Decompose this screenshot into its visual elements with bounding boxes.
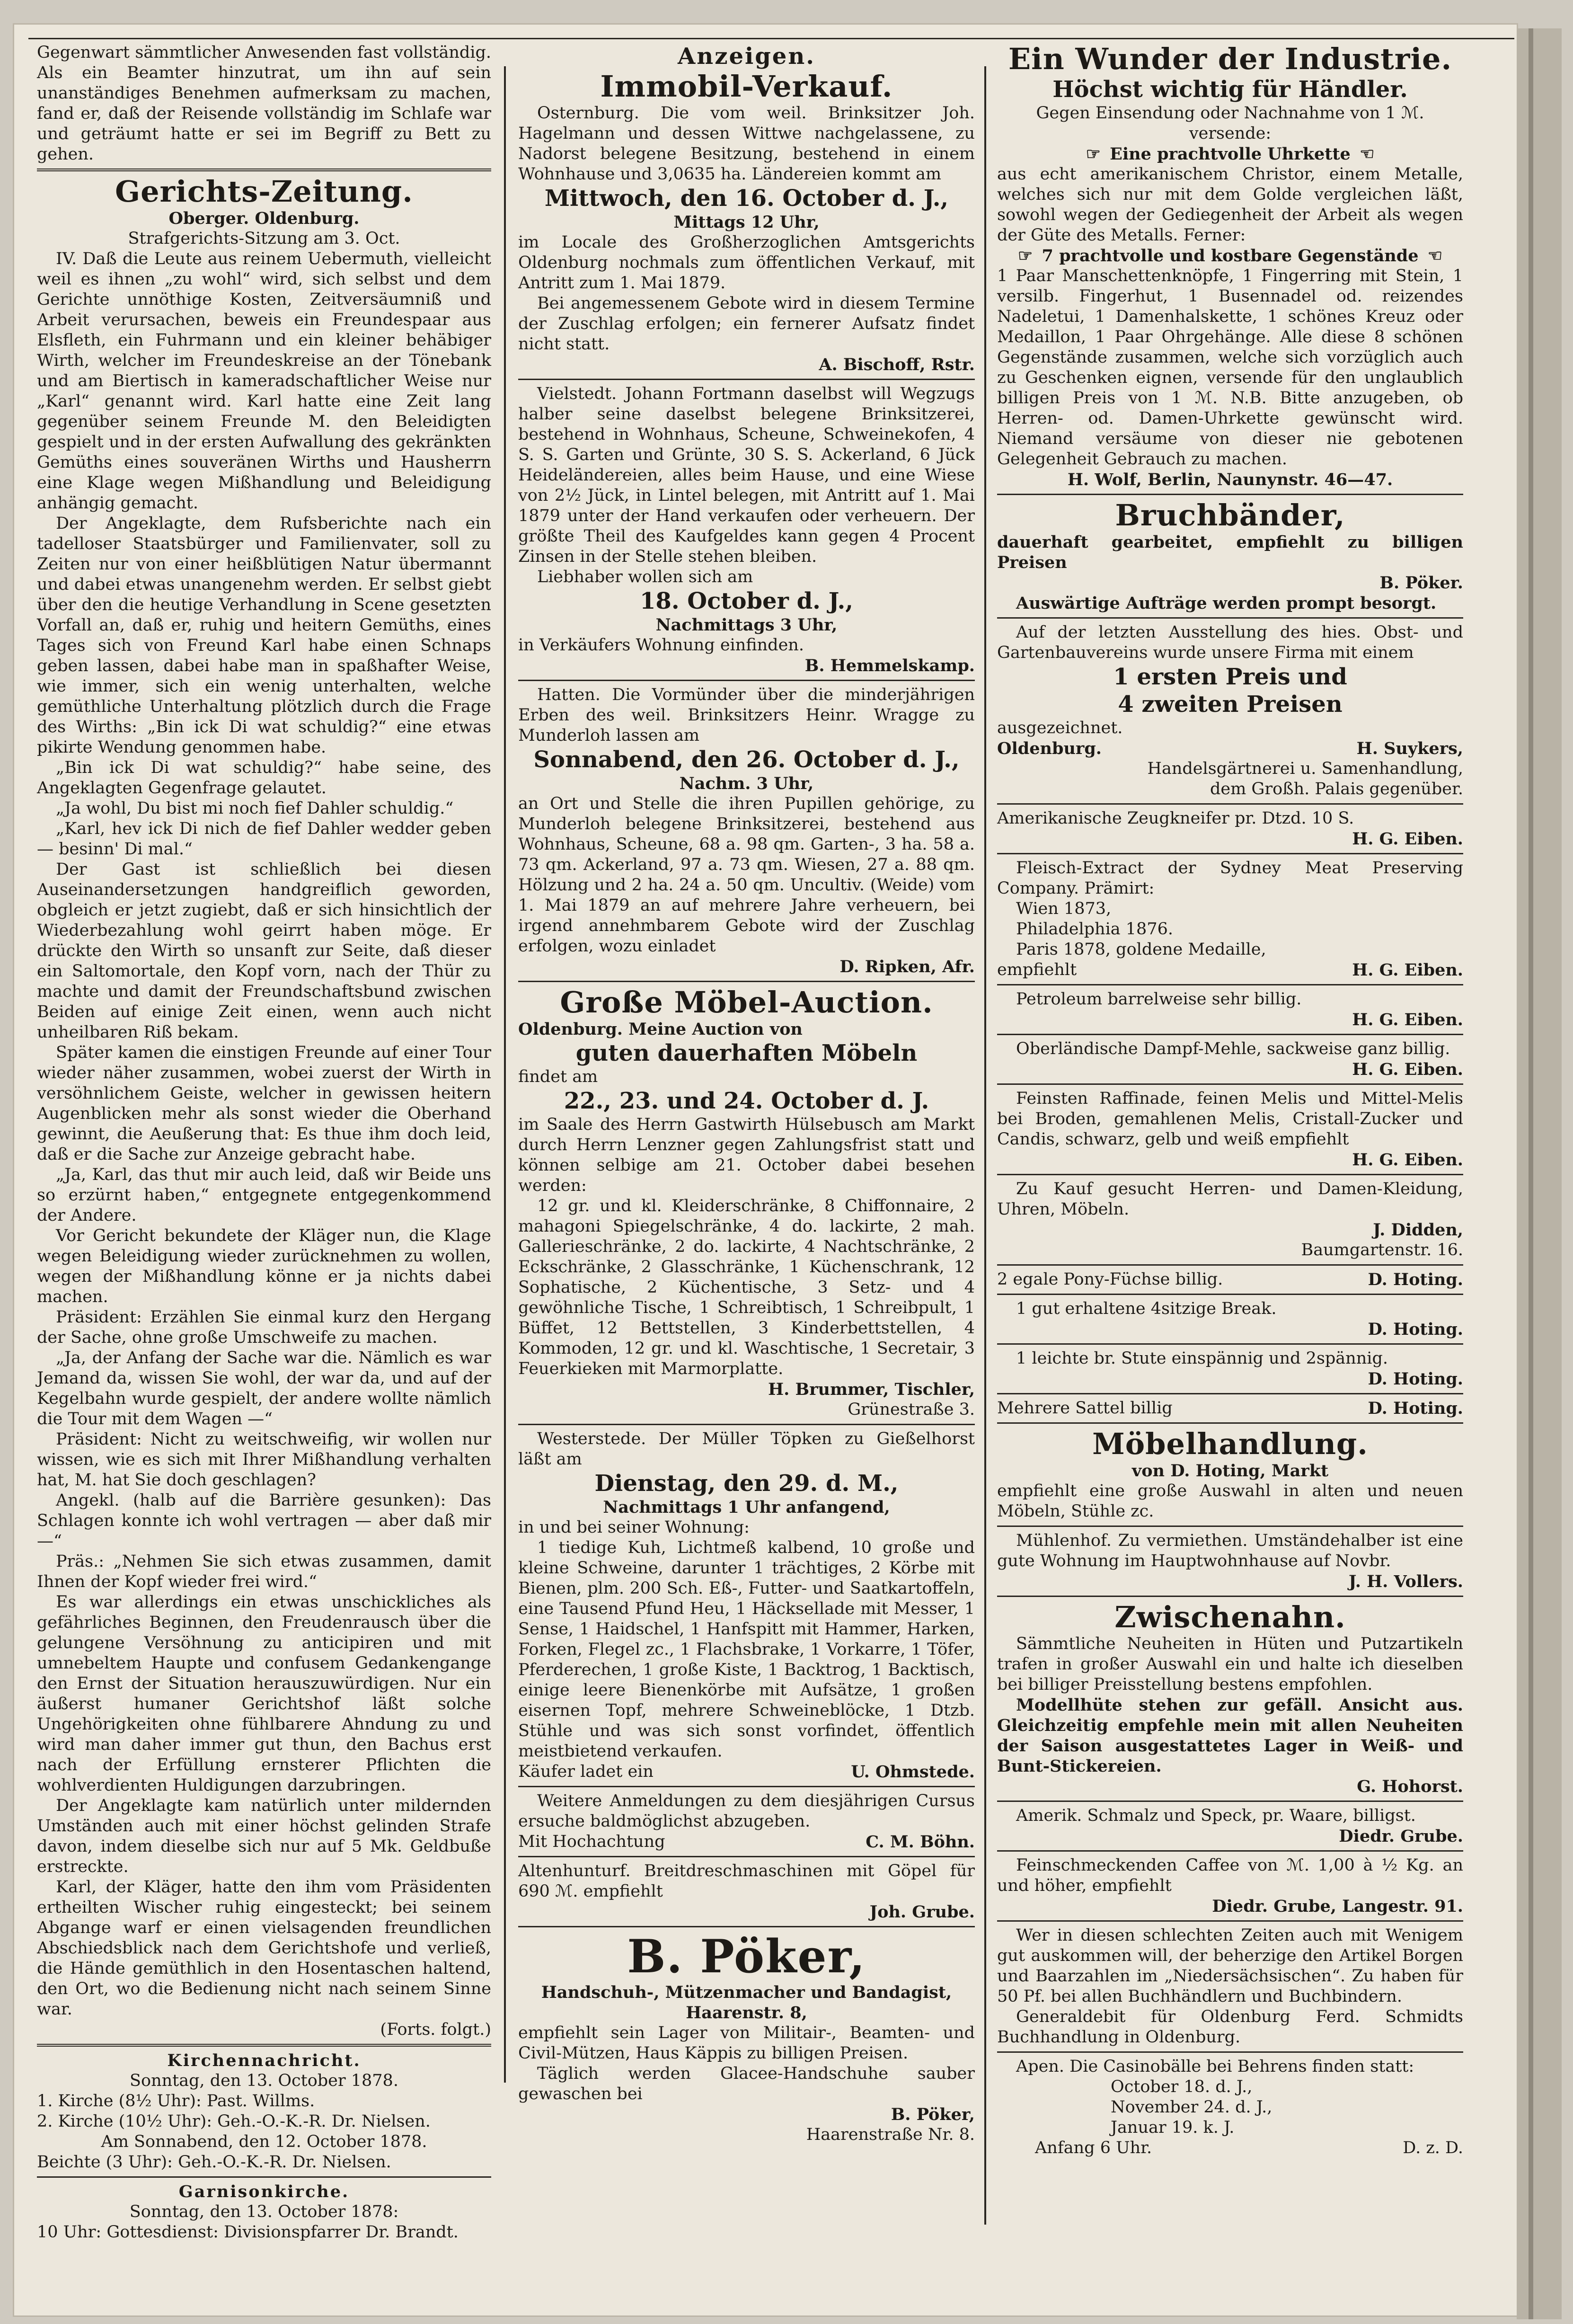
divider — [997, 1393, 1463, 1394]
ad-text: Auf der letzten Ausstellung des hies. Obst- und Gartenbauvereins wurde unsere Firma mit einem — [997, 623, 1463, 662]
divider — [997, 853, 1463, 854]
paragraph: Karl, der Kläger, hatte den ihm vom Präsidenten ertheilten Wischer ruhig eingesteckt; bei seinem Abgange warf er einen vielsagenden freundlichen Abschiedsblick nach dem Gerichtshofe und verließ, die Hände gemüthlich in den Hosentaschen haltend, den Ort, wo die Bedienung nicht nach seinem Sinne war. — [37, 1878, 491, 2019]
pointing-hand-icon: ☜ — [1360, 144, 1375, 164]
ad-text: empfiehlt sein Lager von Militair-, Beamten- und Civil-Mützen, Haus Käppis zu billigen Preisen. — [518, 2023, 975, 2063]
ad-signature: U. Ohmstede. — [851, 1762, 975, 1782]
paragraph: Später kamen die einstigen Freunde auf einer Tour wieder näher zusammen, wobei zuerst der Wirth in versöhnlichem Geiste, welcher in gewissen heitern Augenblicken mehr als sonst wieder die Oberhand gewinnt, die Aeußerung that: Es thue ihm doch leid, daß er die Sache zur Anzeige gebracht habe. — [37, 1043, 491, 1164]
ad-text: dauerhaft gearbeitet, empfiehlt zu billigen Preisen — [997, 532, 1463, 572]
ad-signature: B. Pöker, — [891, 2105, 975, 2124]
page-edge-shadow — [1529, 28, 1533, 2319]
ad-text: Feinschmeckenden Caffee von ℳ. 1,00 à ½ Kg. an und höher, empfiehlt — [997, 1856, 1463, 1895]
paragraph: „Ja, der Anfang der Sache war die. Nämlich es war Jemand da, wissen Sie wohl, der war da, und auf der Kegelbahn wurde gespielt, der andere wollte nämlich die Tour mit dem Wagen —“ — [37, 1348, 491, 1428]
ad-text: 2 egale Pony-Füchse billig. — [997, 1270, 1223, 1289]
ad-signature-address: Baumgartenstr. 16. — [1301, 1241, 1463, 1260]
wonder-title: Ein Wunder der Industrie. — [1008, 42, 1452, 76]
paragraph: Es war allerdings ein etwas unschickliches als gefährliches Beginnen, den Freudenrausch über die gelungene Versöhnung zu anticipiren und mit umnebeltem Haupte und confusem Gedankengange den Ernst der Situation herauszuwürdigen. Nur ein äußerst humaner Gerichtshof läßt solche Ungehörigkeiten ohne fühlbarere Ahndung zu und wird man daher immer gut thun, den Bachus erst nach der Erfüllung ernsterer Pflichten die wohlverdienten Huldigungen darzubringen. — [37, 1593, 491, 1795]
ad-text: Täglich werden Glacee-Handschuhe sauber gewaschen bei — [518, 2064, 975, 2103]
ad-text: 12 gr. und kl. Kleiderschränke, 8 Chiffonnaire, 2 mahagoni Spiegelschränke, 4 do. lackirte, 2 mah. Gallerieschränke, 2 do. lackirte, 4 Nachtschränke, 2 Eckschränke, 2 Glasschränke, 1 Küchenschrank, 12 Sophatische, 2 Küchentische, 3 Setz- und 4 gewöhnliche Tische, 1 Schreibtisch, 1 Schreibpult, 1 Büffet, 12 Bettstellen, 3 Kinderbettstellen, 4 Kommoden, 12 gr. und kl. Waschtische, 1 Secretair, 3 Feuerkieken mit Marmorplatte. — [518, 1197, 975, 1378]
divider — [997, 1294, 1463, 1295]
ad-text: Paris 1878, goldene Medaille, — [1016, 940, 1266, 959]
ad-text: Vielstedt. Johann Fortmann daselbst will Wegzugs halber seine daselbst belegene Brinksitzerei, bestehend in Wohnhaus, Scheune, Schweinekofen, 4 S. S. Garten und Grünte, 30 S. S. Ackerland, 6 Jück Heideländereien, alles beim Hause, und eine Wiese von 2½ Jück, in Lintel belegen, mit Antritt auf 1. Mai 1879 unter der Hand verkaufen oder verheuern. Der größte Theil des Kaufgeldes kann gegen 4 Procent Zinsen in der Stelle stehen bleiben. — [518, 384, 975, 566]
ad-text: Petroleum barrelweise sehr billig. — [1016, 990, 1302, 1009]
court-title: Gerichts-Zeitung. — [115, 174, 413, 209]
trusses-title: Bruchbänder, — [1115, 498, 1345, 532]
paragraph: Präs.: „Nehmen Sie sich etwas zusammen, damit Ihnen der Kopf wieder frei wird.“ — [37, 1552, 491, 1591]
column-1 — [37, 43, 491, 2243]
ad-text: Liebhaber wollen sich am — [537, 568, 753, 586]
ad-time: Nachmittags 1 Uhr anfangend, — [603, 1498, 890, 1517]
paragraph: „Ja wohl, Du bist mi noch fief Dahler schuldig.“ — [56, 799, 454, 818]
ad-signature: D. Ripken, Afr. — [840, 957, 975, 976]
ad-text: Mehrere Sattel billig — [997, 1399, 1173, 1418]
divider — [997, 1422, 1463, 1424]
ad-text: empfiehlt — [997, 960, 1077, 979]
ad-time: Nachmittags 3 Uhr, — [655, 615, 838, 635]
paragraph: Angekl. (halb auf die Barrière gesunken): Das Schlagen konnte ich wohl vertragen — aber daß mir —“ — [37, 1491, 491, 1551]
ad-text: Auswärtige Aufträge werden prompt besorgt. — [1016, 594, 1437, 613]
paragraph: Vor Gericht bekundete der Kläger nun, die Klage wegen Beleidigung wieder zurücknehmen zu wollen, wegen der Mißhandlung könne er ja nichts dabei machen. — [37, 1226, 491, 1306]
ad-footer — [997, 960, 1463, 980]
church-line: Am Sonnabend, den 12. October 1878. — [101, 2132, 427, 2151]
divider — [997, 2051, 1463, 2053]
ad-line — [997, 1269, 1463, 1290]
ad-text: 1 gut erhaltene 4sitzige Break. — [1016, 1299, 1277, 1318]
ad-text: Feinsten Raffinade, feinen Melis und Mittel-Melis bei Broden, gemahlenen Melis, Cristall-Zucker und Candis, schwarz, gelb und weiß empfiehlt — [997, 1089, 1463, 1149]
ad-signature: D. Hoting. — [1368, 1399, 1463, 1418]
divider — [997, 1083, 1463, 1085]
furniture-auction-title: Große Möbel-Auction. — [560, 985, 933, 1020]
church-line: 2. Kirche (10½ Uhr): Geh.-O.-K.-R. Dr. Nielsen. — [37, 2112, 431, 2131]
ad-date: Sonnabend, den 26. October d. J., — [533, 746, 960, 773]
ad-signature: C. M. Böhn. — [866, 1832, 975, 1852]
ad-text: in Verkäufers Wohnung einfinden. — [518, 636, 804, 655]
continued-note: (Forts. folgt.) — [380, 2020, 491, 2039]
pointing-hand-icon: ☜ — [1427, 246, 1443, 266]
ad-text: Wer in diesen schlechten Zeiten auch mit Wenigem gut auskommen will, der beherzige den Artikel Borgen und Baarzahlen im „Niedersächsischen“. Zu haben für 50 Pf. bei allen Buchhändlern und Buchbindern. — [997, 1926, 1463, 2006]
divider — [997, 1174, 1463, 1175]
ad-signature-address: Haarenstraße Nr. 8. — [806, 2125, 975, 2144]
ad-signature: A. Bischoff, Rstr. — [819, 355, 975, 374]
ad-text: empfiehlt eine große Auswahl in alten und neuen Möbeln, Stühle zc. — [997, 1481, 1463, 1521]
ad-date: 22., 23. und 24. October d. J. — [564, 1088, 929, 1114]
ad-text: Gegen Einsendung oder Nachnahme von 1 ℳ. versende: — [1036, 104, 1424, 143]
ad-subtitle: guten dauerhaften Möbeln — [575, 1040, 918, 1066]
paragraph: IV. Daß die Leute aus reinem Uebermuth, vielleicht weil es ihnen „zu wohl“ wird, sich selbst und dem Gerichte unnöthige Kosten, Zeitversäumniß und Arbeit verursachen, beweis ein Freundespaar aus Elsfleth, ein Fuhrmann und ein kleiner behäbiger Wirth, welcher im Freundeskreise an der Tönebank und am Biertisch in kameradschaftlicher Weise nur „Karl“ genannt wird. Karl hatte eine Zeit lang gegenüber seinem Freunde M. den Beleidigten gespielt und in der ersten Aufwallung des gekränkten Gemüths eines souveränen Wirths und Hausherrn eine Klage wegen Mißhandlung und Beleidigung anhängig gemacht. — [37, 249, 491, 513]
ad-text: Januar 19. k. J. — [1111, 2118, 1235, 2137]
garrison-title: Garnisonkirche. — [178, 2182, 350, 2201]
ad-signature: B. Hemmelskamp. — [804, 656, 975, 675]
intro-text: Gegenwart sämmtlicher Anwesenden fast vollständig. Als ein Beamter hinzutrat, um ihn auf sein unanständiges Benehmen aufmerksam zu machen, fand er, daß der Reisende vollständig im Schlafe war und geträumt hatte er sei im Begriff zu Bett zu gehen. — [37, 43, 491, 164]
ad-signature: H. Suykers, — [1356, 739, 1463, 758]
ad-text: Hatten. Die Vormünder über die minderjährigen Erben des weil. Brinksitzers Heinr. Wragge zu Munderloh lassen am — [518, 685, 975, 745]
ad-text: November 24. d. J., — [1111, 2098, 1273, 2117]
ad-signature: J. H. Vollers. — [1348, 1572, 1463, 1591]
divider — [997, 1920, 1463, 1922]
ad-text: Mit Hochachtung — [518, 1832, 665, 1851]
divider — [997, 1343, 1463, 1345]
ad-signature: H. G. Eiben. — [1352, 1010, 1463, 1029]
furniture-store-title: Möbelhandlung. — [1092, 1427, 1368, 1461]
ad-text: Wien 1873, — [1016, 899, 1112, 918]
paragraph: „Karl, hev ick Di nich de fief Dahler wedder geben — besinn' Di mal.“ — [37, 819, 491, 859]
zwischenahn-title: Zwischenahn. — [1114, 1600, 1346, 1634]
church-line: Beichte (3 Uhr): Geh.-O.-K.-R. Dr. Nielsen. — [37, 2153, 391, 2172]
divider — [997, 803, 1463, 805]
garrison-text: 10 Uhr: Gottesdienst: Divisionspfarrer Dr. Brandt. — [37, 2223, 459, 2242]
ad-text: Apen. Die Casinobälle bei Behrens finden statt: — [1016, 2057, 1414, 2076]
ad-text: im Saale des Herrn Gastwirth Hülsebusch am Markt durch Herrn Lenzner gegen Zahlungsfrist statt und können selbige am 21. October dabei besehen werden: — [518, 1115, 975, 1195]
ad-signature: Joh. Grube. — [869, 1902, 975, 1922]
ad-text: an Ort und Stelle die ihren Pupillen gehörige, zu Munderloh belegene Brinksitzerei, bestehend aus Wohnhaus, Scheune, 68 a. 98 qm. Garten-, 3 ha. 58 a. 73 qm. Ackerland, 97 a. 73 qm. Wiesen, 27 a. 88 qm. Hölzung und 2 ha. 24 a. 50 qm. Uncultiv. (Weide) vom 1. Mai 1879 an auf mehrere Jahre verheuern, bei irgend annehmbarem Gebote wird der Zuschlag erfolgen, wozu einladet — [518, 794, 975, 956]
ad-subtitle: von D. Hoting, Markt — [1131, 1461, 1329, 1481]
court-subtitle: Oberger. Oldenburg. — [168, 209, 360, 228]
ad-signature: D. Hoting. — [1368, 1369, 1463, 1389]
ad-text: Bei angemessenem Gebote wird in diesem Termine der Zuschlag erfolgen; ein fernerer Aufsatz findet nicht statt. — [518, 294, 975, 354]
ad-text: ausgezeichnet. — [997, 718, 1123, 737]
ad-footer — [518, 1762, 975, 1782]
paragraph: Der Gast ist schließlich bei diesen Auseinandersetzungen handgreiflich geworden, obgleich er jetzt zugiebt, daß er sich hinsichtlich der Wiederbezahlung wohl geirrt haben möge. Er drückte den Wirth so unsanft zur Seite, daß dieser ein Saltomortale, den Kopf vorn, nach der Thür zu machte und damit der Freundschaftsbund zwischen Beiden auf einige Zeit einen, wenn auch nicht unheilbaren Riß bekam. — [37, 860, 491, 1042]
ad-time: Mittags 12 Uhr, — [673, 213, 820, 232]
ad-highlight: 1 ersten Preis und — [1113, 664, 1347, 690]
ad-place: Oldenburg. — [997, 739, 1102, 758]
ad-text: Sämmtliche Neuheiten in Hüten und Putzartikeln trafen in großer Auswahl ein und halte ich dieselben bei billiger Preisstellung bestens empfohlen. — [997, 1634, 1463, 1694]
ad-text: Oldenburg. Meine Auction von — [518, 1020, 803, 1039]
divider — [997, 494, 1463, 495]
ad-signature: D. Hoting. — [1368, 1270, 1463, 1289]
church-title: Kirchennachricht. — [167, 2051, 361, 2070]
pointing-hand-icon: ☞ — [1017, 246, 1033, 266]
ad-text: 1 Paar Manschettenknöpfe, 1 Fingerring mit Stein, 1 versilb. Fingerhut, 1 Busennadel od. reizendes Nadeletui, 1 Damenhalskette, 1 schönes Kreuz oder Medaillon, 1 Paar Ohrgehänge. Alle diese 8 schönen Gegenstände zusammen, welche sich vorzüglich auch zu Geschenken eignen, versende für den unglaublich billigen Preis von 1 ℳ. N.B. Bitte anzugeben, ob Herren- od. Damen-Uhrkette gewünscht wird. Niemand versäume von dieser nie gebotenen Gelegenheit Gebrauch zu machen. — [997, 266, 1463, 469]
divider — [518, 1856, 975, 1857]
ad-subtitle: Handschuh-, Mützenmacher und Bandagist, Haarenstr. 8, — [541, 1983, 952, 2022]
ad-text: Zu Kauf gesucht Herren- und Damen-Kleidung, Uhren, Möbeln. — [997, 1180, 1463, 1219]
divider — [997, 984, 1463, 985]
ad-signature: G. Hohorst. — [1357, 1777, 1463, 1796]
ad-text: Weitere Anmeldungen zu dem diesjährigen Cursus ersuche baldmöglichst abzugeben. — [518, 1792, 975, 1831]
ad-signature: Diedr. Grube. — [1339, 1827, 1463, 1846]
ad-text: Generaldebit für Oldenburg Ferd. Schmidts Buchhandlung in Oldenburg. — [997, 2007, 1463, 2047]
ad-text: findet am — [518, 1067, 598, 1086]
ad-text: Amerikanische Zeugkneifer pr. Dtzd. 10 S. — [997, 809, 1354, 828]
paragraph: „Bin ick Di wat schuldig?“ habe seine, des Angeklagten Gegenfrage gelautet. — [37, 758, 491, 798]
garrison-date: Sonntag, den 13. October 1878: — [129, 2202, 399, 2221]
column-divider-2 — [984, 66, 986, 2225]
ad-text: Westerstede. Der Müller Töpken zu Gießelhorst läßt am — [518, 1429, 975, 1469]
ad-subtitle: Höchst wichtig für Händler. — [1052, 76, 1408, 103]
column-3 — [997, 43, 1463, 2158]
ad-signature: D. Hoting. — [1368, 1320, 1463, 1339]
ad-footer — [997, 738, 1463, 759]
divider — [997, 1526, 1463, 1527]
ad-highlight: 4 zweiten Preisen — [1118, 691, 1343, 718]
divider — [997, 1034, 1463, 1035]
ad-signature-address: dem Großh. Palais gegenüber. — [1210, 780, 1463, 798]
ad-text: Mühlenhof. Zu vermiethen. Umständehalber ist eine gute Wohnung im Hauptwohnhause auf Novbr. — [997, 1531, 1463, 1570]
column-divider-1 — [504, 66, 506, 2083]
ad-signature: D. z. D. — [1403, 2138, 1463, 2157]
ad-text: Altenhunturf. Breitdreschmaschinen mit Göpel für 690 ℳ. empfiehlt — [518, 1862, 975, 1901]
ad-text: aus echt amerikanischem Christor, einem Metalle, welches sich nur mit dem Golde vergleichen läßt, sowohl wegen der Gediegenheit der Arbeit als wegen der Güte des Metalls. Ferner: — [997, 165, 1463, 245]
ad-signature: H. G. Eiben. — [1352, 829, 1463, 849]
ad-text: 1 leichte br. Stute einspännig und 2spännig. — [1016, 1349, 1388, 1368]
ad-text: Käufer ladet ein — [518, 1762, 654, 1781]
ad-signature: H. G. Eiben. — [1352, 960, 1463, 980]
divider — [518, 981, 975, 982]
ad-signature: H. G. Eiben. — [1352, 1150, 1463, 1170]
ads-heading: Anzeigen. — [678, 43, 815, 70]
pointing-hand-icon: ☞ — [1086, 144, 1101, 164]
paragraph: Präsident: Nicht zu weitschweifig, wir wollen nur wissen, wie es sich mit Ihrer Mißhandlung verhalten hat, M. hat Sie doch geschlagen? — [37, 1430, 491, 1490]
paragraph: Präsident: Erzählen Sie einmal kurz den Hergang der Sache, ohne große Umschweife zu machen. — [37, 1308, 491, 1347]
ad-text: Oberländische Dampf-Mehle, sackweise ganz billig. — [1016, 1039, 1450, 1058]
real-estate-title: Immobil-Verkauf. — [600, 69, 893, 104]
divider — [37, 169, 491, 171]
divider — [997, 1596, 1463, 1597]
ad-time: Nachm. 3 Uhr, — [679, 774, 814, 793]
ad-signature-address: Grünestraße 3. — [848, 1400, 975, 1419]
ad-highlight: ☞ Eine prachtvolle Uhrkette ☜ — [997, 144, 1463, 164]
ad-date: Dienstag, den 29. d. M., — [594, 1470, 899, 1497]
ad-signature-address: Handelsgärtnerei u. Samenhandlung, — [1147, 759, 1463, 778]
ad-text: im Locale des Großherzoglichen Amtsgerichts Oldenburg nochmals zum öffentlichen Verkauf, mit Antritt zum 1. Mai 1879. — [518, 233, 975, 293]
divider — [997, 1850, 1463, 1852]
ad-text: Amerik. Schmalz und Speck, pr. Waare, billigst. — [1016, 1806, 1416, 1825]
ad-text: 1 tiedige Kuh, Lichtmeß kalbend, 10 große und kleine Schweine, darunter 1 trächtiges, 2 Körbe mit Bienen, plm. 200 Sch. Eß-, Futter- und Saatkartoffeln, eine Tausend Pfund Heu, 1 Häcksellade mit Messer, 1 Sense, 1 Haidschel, 1 Hanfspitt mit Hammer, Harken, Forken, Flegel zc., 1 Flachsbrake, 1 Vorkarre, 1 Töfer, Pferderechen, 1 große Kiste, 1 Backtrog, 1 Backtisch, einige leere Bienenkörbe mit Aufsätze, 1 großen eisernen Topf, mehrere Schweineblöcke, 1 Dtzb. Stühle und was sich sonst vorfindet, öffentlich meistbietend verkaufen. — [518, 1538, 975, 1761]
divider — [518, 1786, 975, 1787]
ad-line — [997, 1398, 1463, 1419]
ad-text: in und bei seiner Wohnung: — [518, 1518, 750, 1537]
ad-signature: H. G. Eiben. — [1352, 1060, 1463, 1079]
divider — [997, 1801, 1463, 1802]
ad-signature: H. Brummer, Tischler, — [768, 1380, 975, 1399]
divider — [37, 2176, 491, 2178]
divider — [37, 2044, 491, 2047]
divider — [518, 1424, 975, 1425]
divider — [997, 1264, 1463, 1266]
ad-text: Modellhüte stehen zur gefäll. Ansicht aus. Gleichzeitig empfehle mein mit allen Neuheiten der Saison ausgestattetes Lager in Weiß- und Bunt-Stickereien. — [997, 1695, 1463, 1776]
paragraph: „Ja, Karl, das thut mir auch leid, daß wir Beide uns so erzürnt haben,“ entgegnete entgegenkommend der Andere. — [37, 1165, 491, 1225]
ad-date: 18. October d. J., — [640, 588, 853, 614]
paragraph: Der Angeklagte kam natürlich unter mildernden Umständen auch mit einer höchst gelinden Strafe davon, indem dieselbe sich nur auf 5 Mk. Geldbuße erstreckte. — [37, 1796, 491, 1876]
ad-text: Osternburg. Die vom weil. Brinksitzer Joh. Hagelmann und dessen Wittwe nachgelassene, zu Nadorst belegene Besitzung, bestehend in einem Wohnhause und 3,0635 ha. Ländereien kommt am — [518, 104, 975, 184]
ad-signature: H. Wolf, Berlin, Naunynstr. 46—47. — [1067, 470, 1393, 489]
poeker-title: B. Pöker, — [627, 1930, 866, 1983]
ad-text: October 18. d. J., — [1111, 2077, 1253, 2096]
church-date: Sonntag, den 13. October 1878. — [130, 2071, 398, 2090]
ad-highlight: ☞ 7 prachtvolle und kostbare Gegenstände ☜ — [997, 246, 1463, 266]
divider — [997, 617, 1463, 619]
church-line: 1. Kirche (8½ Uhr): Past. Willms. — [37, 2092, 315, 2111]
ad-text: Fleisch-Extract der Sydney Meat Preserving Company. Prämirt: — [997, 859, 1463, 898]
ad-footer — [518, 1832, 975, 1852]
ad-date: Mittwoch, den 16. October d. J., — [544, 185, 949, 212]
ad-text: Anfang 6 Uhr. — [1035, 2138, 1152, 2157]
ad-signature: J. Didden, — [1373, 1220, 1463, 1240]
ad-footer — [997, 2138, 1463, 2158]
page-edge — [1517, 28, 1562, 2319]
ad-text: Philadelphia 1876. — [1016, 920, 1173, 939]
paragraph: Der Angeklagte, dem Rufsberichte nach ein tadelloser Staatsbürger und Familienvater, soll zu Zeiten nur von einer heißblütigen Natur übermannt und dabei etwas unangenehm werden. Er selbst giebt über den die heutige Verhandlung in Scene gesetzten Vorfall an, daß er, ruhig und heitern Gemüths, eines Tages sich von Freund Karl habe einen Schnaps geben lassen, dabei habe man in spaßhafter Weise, wie immer, sich ein wenig unterhalten, welche gemüthliche Unterhaltung plötzlich durch die Frage des Wirths: „Bin ick Di wat schuldig?“ eine etwas pikirte Wendung genommen habe. — [37, 514, 491, 757]
divider — [518, 680, 975, 681]
ad-signature: B. Pöker. — [1379, 573, 1463, 593]
column-2 — [518, 43, 975, 2145]
divider — [518, 379, 975, 380]
ad-signature: Diedr. Grube, Langestr. 91. — [1212, 1897, 1463, 1916]
court-date: Strafgerichts-Sitzung am 3. Oct. — [128, 229, 400, 248]
divider — [518, 1926, 975, 1927]
